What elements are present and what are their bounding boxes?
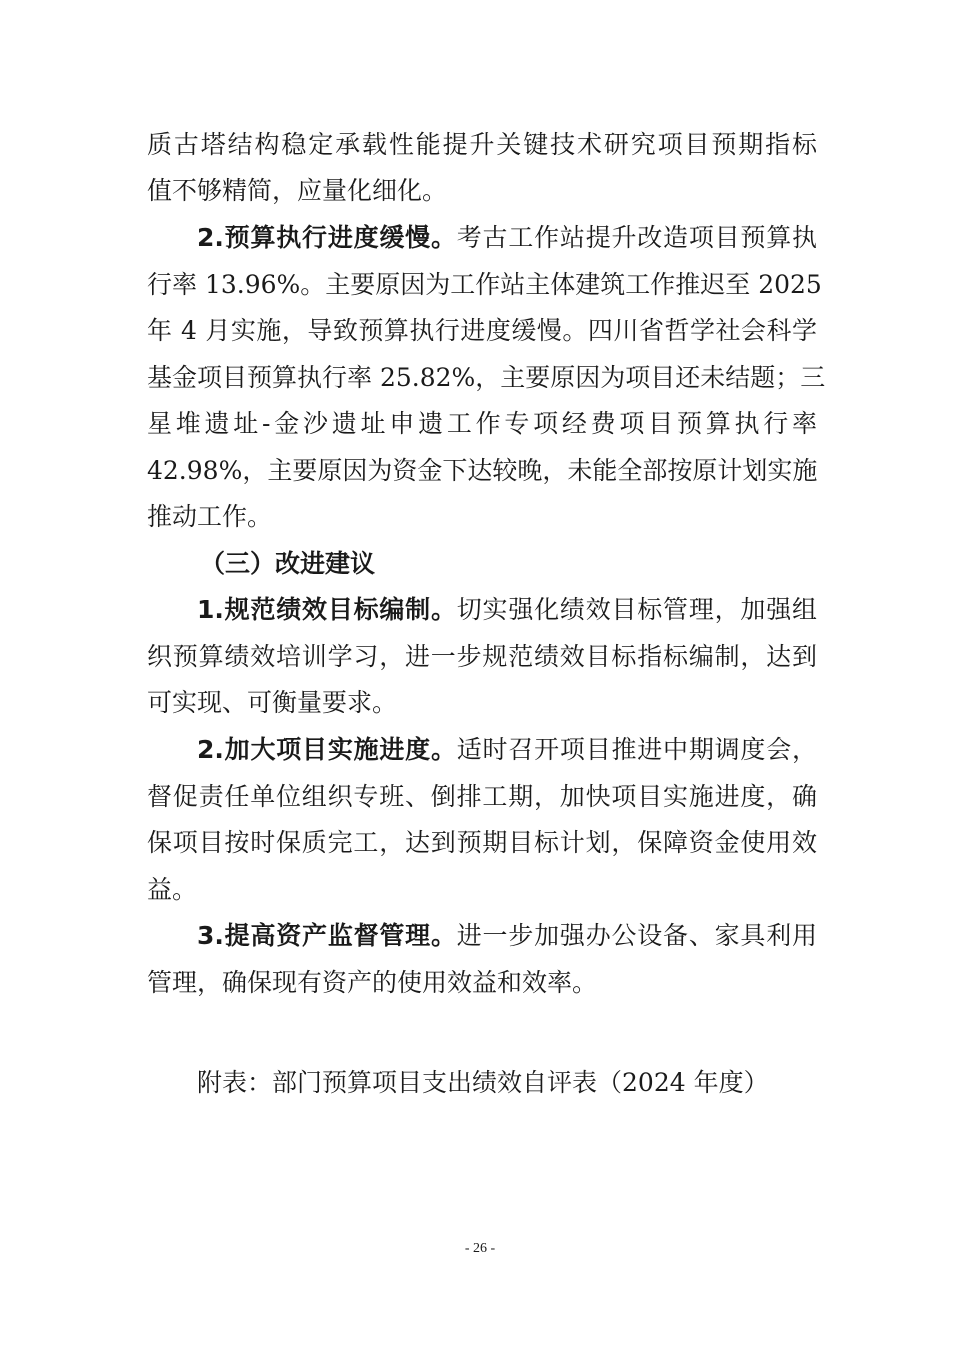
text-line: 织预算绩效培训学习，进一步规范绩效目标指标编制，达到 xyxy=(147,642,817,671)
text-line: 管理，确保现有资产的使用效益和效率。 xyxy=(147,968,598,997)
section-heading: （三）改进建议 xyxy=(200,549,376,578)
text-line: 推动工作。 xyxy=(147,502,273,531)
item-lead: 3.提高资产监督管理。 xyxy=(197,921,457,950)
text-line: 质古塔结构稳定承载性能提升关键技术研究项目预期指标 xyxy=(147,130,817,159)
text-line: 行率 13.96%。主要原因为工作站主体建筑工作推迟至 2025 xyxy=(147,270,822,299)
page-number: - 26 - xyxy=(464,1241,496,1256)
item-lead: 2.预算执行进度缓慢。 xyxy=(197,223,457,252)
text-line: 1.规范绩效目标编制。切实强化绩效目标管理，加强组 xyxy=(197,595,817,624)
text-line: 益。 xyxy=(147,875,198,904)
text-line: 基金项目预算执行率 25.82%，主要原因为项目还未结题；三 xyxy=(147,363,826,392)
attachment-note: 附表：部门预算项目支出绩效自评表（2024 年度） xyxy=(197,1068,769,1097)
text-line: 42.98%，主要原因为资金下达较晚，未能全部按原计划实施 xyxy=(147,456,818,485)
item-lead: 1.规范绩效目标编制。 xyxy=(197,595,457,624)
text-line: 值不够精简，应量化细化。 xyxy=(147,176,448,205)
text-line: 星堆遗址-金沙遗址申遗工作专项经费项目预算执行率 xyxy=(147,409,817,438)
text-line: 督促责任单位组织专班、倒排工期，加快项目实施进度，确 xyxy=(147,782,817,811)
text-line: 可实现、可衡量要求。 xyxy=(147,688,398,717)
text-line: 3.提高资产监督管理。进一步加强办公设备、家具利用 xyxy=(197,921,817,950)
text-line: 年 4 月实施，导致预算执行进度缓慢。四川省哲学社会科学 xyxy=(147,316,817,345)
text-line: 保项目按时保质完工，达到预期目标计划，保障资金使用效 xyxy=(147,828,817,857)
text-line: 2.加大项目实施进度。适时召开项目推进中期调度会， xyxy=(197,735,817,764)
text-line: 2.预算执行进度缓慢。考古工作站提升改造项目预算执 xyxy=(197,223,817,252)
item-lead: 2.加大项目实施进度。 xyxy=(197,735,457,764)
